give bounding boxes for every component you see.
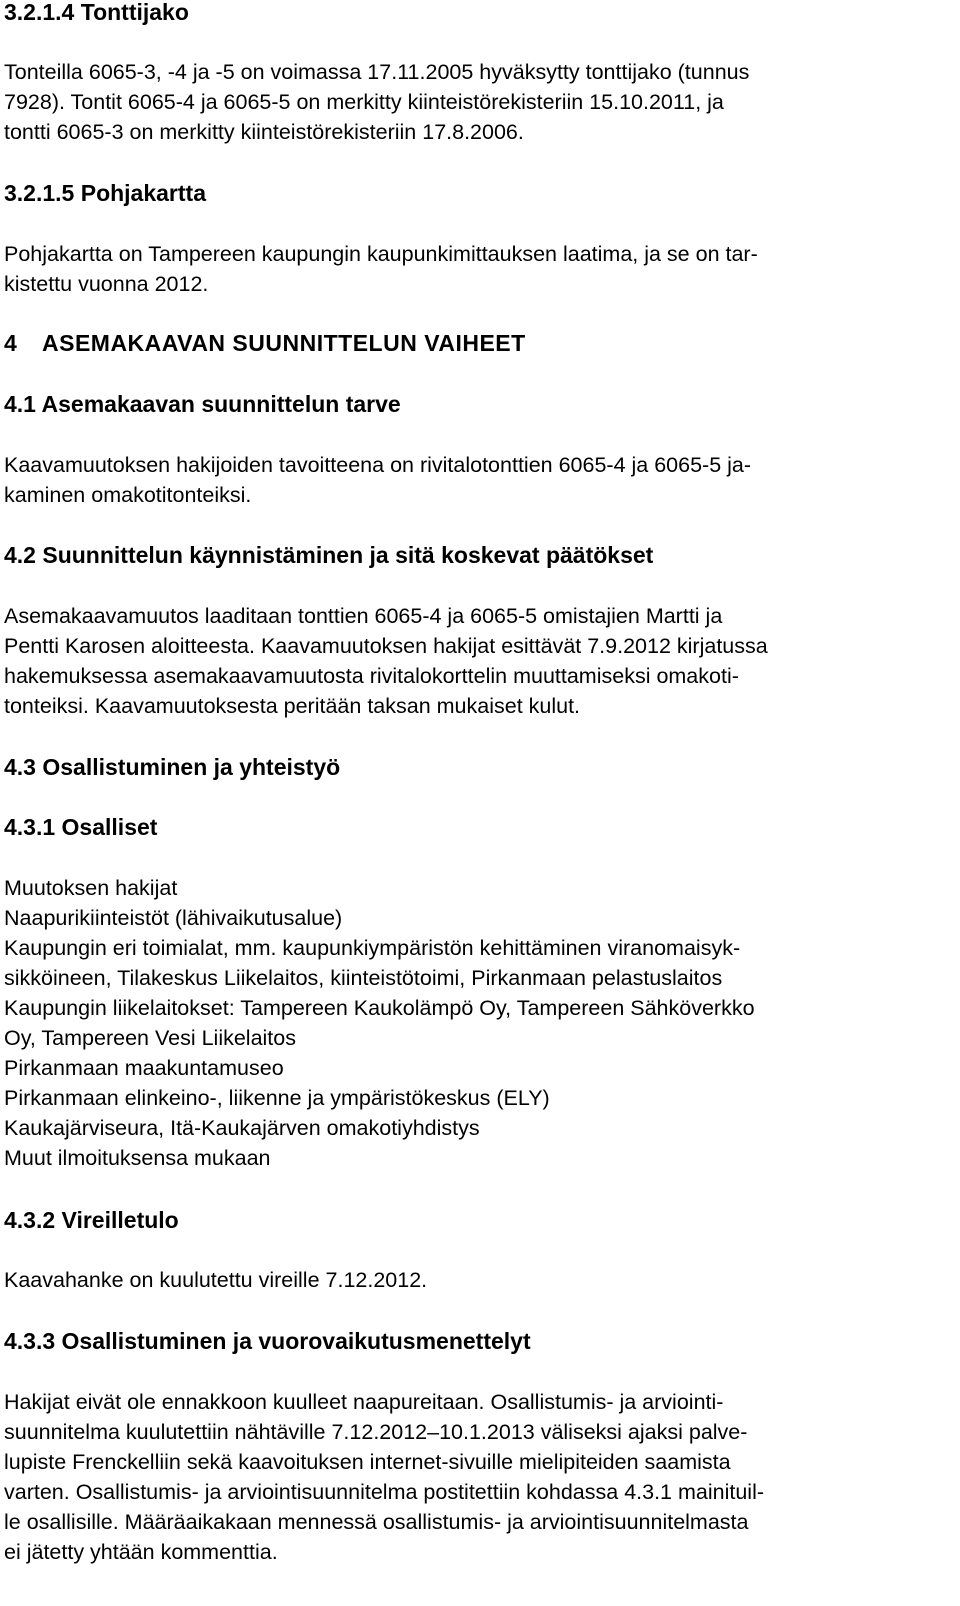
text-line: Kaavamuutoksen hakijoiden tavoitteena on rivitalotonttien 6065-4 ja 6065-5 ja- bbox=[4, 453, 752, 477]
list-osalliset bbox=[4, 873, 944, 1173]
heading-4-3-2: 4.3.2 Vireilletulo bbox=[4, 1207, 179, 1233]
list-item: Muutoksen hakijat bbox=[4, 876, 178, 900]
text-line: varten. Osallistumis- ja arviointisuunnitelma postitettiin kohdassa 4.3.1 mainituil- bbox=[4, 1480, 765, 1504]
heading-4-2: 4.2 Suunnittelun käynnistäminen ja sitä koskevat päätökset bbox=[4, 542, 654, 568]
text-line: tontti 6065-3 on merkitty kiinteistörekisteriin 17.8.2006. bbox=[4, 120, 524, 144]
list-item: Kaukajärviseura, Itä-Kaukajärven omakotiyhdistys bbox=[4, 1116, 480, 1140]
list-item: Pirkanmaan elinkeino-, liikenne ja ympäristökeskus (ELY) bbox=[4, 1086, 550, 1110]
list-item: sikköineen, Tilakeskus Liikelaitos, kiinteistötoimi, Pirkanmaan pelastuslaitos bbox=[4, 966, 723, 990]
text-line: le osallisille. Määräaikakaan mennessä osallistumis- ja arviointisuunnitelmasta bbox=[4, 1510, 749, 1534]
text-line: Pentti Karosen aloitteesta. Kaavamuutoksen hakijat esittävät 7.9.2012 kirjatussa bbox=[4, 634, 768, 658]
paragraph-vireilletulo bbox=[4, 1265, 944, 1295]
text-line: ei jätetty yhtään kommenttia. bbox=[4, 1540, 278, 1564]
heading-4 bbox=[4, 328, 944, 358]
heading-3-2-1-4: 3.2.1.4 Tonttijako bbox=[4, 0, 189, 25]
text-line: hakemuksessa asemakaavamuutosta rivitalokorttelin muuttamiseksi omakoti- bbox=[4, 664, 739, 688]
list-item: Muut ilmoituksensa mukaan bbox=[4, 1146, 271, 1170]
heading-4-3-1: 4.3.1 Osalliset bbox=[4, 814, 158, 840]
heading-4-3-3: 4.3.3 Osallistuminen ja vuorovaikutusmenettelyt bbox=[4, 1328, 531, 1354]
text-line: tonteiksi. Kaavamuutoksesta peritään taksan mukaiset kulut. bbox=[4, 694, 581, 718]
paragraph-kaynnistaminen bbox=[4, 601, 944, 721]
heading-4-3: 4.3 Osallistuminen ja yhteistyö bbox=[4, 754, 341, 780]
paragraph-pohjakartta bbox=[4, 239, 944, 299]
text-line: Hakijat eivät ole ennakkoon kuulleet naapureitaan. Osallistumis- ja arviointi- bbox=[4, 1390, 724, 1414]
paragraph-suunnittelun-tarve bbox=[4, 450, 944, 510]
heading-4-number: 4 bbox=[4, 330, 18, 356]
list-item: Kaupungin eri toimialat, mm. kaupunkiympäristön kehittäminen viranomaisyk- bbox=[4, 936, 741, 960]
heading-3-2-1-5: 3.2.1.5 Pohjakartta bbox=[4, 180, 206, 206]
text-line: suunnitelma kuulutettiin nähtäville 7.12.2012–10.1.2013 väliseksi ajaksi palve- bbox=[4, 1420, 748, 1444]
list-item: Kaupungin liikelaitokset: Tampereen Kaukolämpö Oy, Tampereen Sähköverkko bbox=[4, 996, 755, 1020]
text-line: Kaavahanke on kuulutettu vireille 7.12.2012. bbox=[4, 1268, 428, 1292]
text-line: kaminen omakotitonteiksi. bbox=[4, 483, 252, 507]
text-line: Tonteilla 6065-3, -4 ja -5 on voimassa 17.11.2005 hyväksytty tonttijako (tunnus bbox=[4, 60, 750, 84]
heading-4-1: 4.1 Asemakaavan suunnittelun tarve bbox=[4, 391, 401, 417]
list-item: Naapurikiinteistöt (lähivaikutusalue) bbox=[4, 906, 343, 930]
text-line: 7928). Tontit 6065-4 ja 6065-5 on merkitty kiinteistörekisteriin 15.10.2011, ja bbox=[4, 90, 724, 114]
text-line: kistettu vuonna 2012. bbox=[4, 272, 209, 296]
list-item: Oy, Tampereen Vesi Liikelaitos bbox=[4, 1026, 296, 1050]
text-line: lupiste Frenckelliin sekä kaavoituksen internet-sivuille mielipiteiden saamista bbox=[4, 1450, 731, 1474]
paragraph-vuorovaikutus bbox=[4, 1387, 944, 1567]
text-line: Pohjakartta on Tampereen kaupungin kaupunkimittauksen laatima, ja se on tar- bbox=[4, 242, 758, 266]
text-line: Asemakaavamuutos laaditaan tonttien 6065-4 ja 6065-5 omistajien Martti ja bbox=[4, 604, 723, 628]
list-item: Pirkanmaan maakuntamuseo bbox=[4, 1056, 284, 1080]
heading-4-title: ASEMAKAAVAN SUUNNITTELUN VAIHEET bbox=[42, 330, 526, 356]
paragraph-tonttijako bbox=[4, 57, 944, 147]
